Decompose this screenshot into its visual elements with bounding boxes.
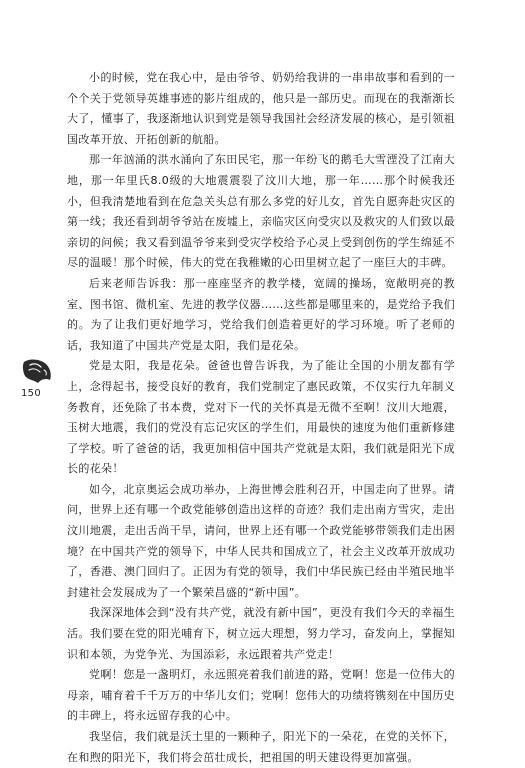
paragraph-4: 党是太阳，我是花朵。爸爸也曾告诉我，为了能让全国的小朋友都有学上，念得起书，接受良好的教育，我们党制定了惠民政策，不仅实行九年制义务教育，还免除了书本费，党对下一代的关怀真是无微不至啊！汶川大地震，玉树大地震，我们的党没有忘记灾区的学生们，用最快的速度为他们重新修建了学校。听了爸爸的话，我更加相信中国共产党就是太阳，我们就是阳光下成长的花朵！ (67, 359, 455, 476)
paragraph-5: 如今，北京奥运会成功举办，上海世博会胜利召开，中国走向了世界。请问，世界上还有哪一个政党能够创造出这样的奇迹？我们走出南方雪灾，走出汶川地震，走出舌尚干旱，请问，世界上还有哪一个政党能够带领我们走出困境？在中国共产党的领导下，中华人民共和国成立了，社会主义改革开放成功了，香港、澳门回归了。正因为有党的领导，我们中华民族已经由半殖民地半封建社会发展成为了一个繁荣昌盛的“新中国”。 (67, 482, 455, 599)
paragraph-2: 那一年汹涌的洪水涌向了东田民宅，那一年纷飞的鹅毛大雪湮没了江南大地，那一年里氏8.0级的大地震震裂了汶川大地，那一年……那个时候我还小，但我清楚地看到在危急关头总有那么多党的好儿女，首先自愿奔赴灾区的第一线；我还看到胡爷爷站在废墟上，亲临灾区向受灾以及救灾的人们致以最亲切的问候；我又看到温爷爷来到受灾学校给予心灵上受到创伤的学生绵延不尽的温暖！那个时候，伟大的党在我稚嫩的心田里树立起了一座巨大的丰碑。 (67, 153, 455, 270)
paragraph-7: 党啊！您是一盏明灯，永远照亮着我们前进的路，党啊！您是一位伟大的母亲，哺育着千千万万的中华儿女们；党啊！您伟大的功绩将镌刻在中国历史的丰碑上，将永远留存我的心中。 (67, 668, 455, 723)
article-body (67, 68, 455, 768)
page-number: 150 (21, 388, 41, 399)
paragraph-1: 小的时候，党在我心中，是由爷爷、奶奶给我讲的一串串故事和看到的一个个关于党领导英雄事迹的影片组成的，他只是一部历史。而现在的我渐渐长大了，懂事了，我逐渐地认识到党是领导我国社会经济发展的核心，是引领祖国改革开放、开拓创新的航船。 (67, 71, 455, 146)
page-corner-marker-icon (22, 356, 54, 392)
paragraph-8: 我坚信，我们就是沃土里的一颗种子，阳光下的一朵花，在党的关怀下，在和煦的阳光下，我们将会茁壮成长，把祖国的明天建设得更加富强。 (67, 730, 455, 764)
paragraph-3: 后来老师告诉我：那一座座坚齐的教学楼，宽阔的操场，宽敞明亮的教室、图书馆、微机室、先进的教学仪器……这些都是哪里来的，是党给予我们的。为了让我们更好地学习，党给我们创造着更好的学习环境。听了老师的话，我知道了中国共产党是太阳，我们是花朵。 (67, 276, 455, 352)
paragraph-6: 我深深地体会到“没有共产党，就没有新中国”，更没有我们今天的幸福生活。我们要在党的阳光哺育下，树立远大理想，努力学习，奋发向上，掌握知识和本领，为党争光、为国添彩，永远跟着共产党走！ (67, 606, 455, 661)
